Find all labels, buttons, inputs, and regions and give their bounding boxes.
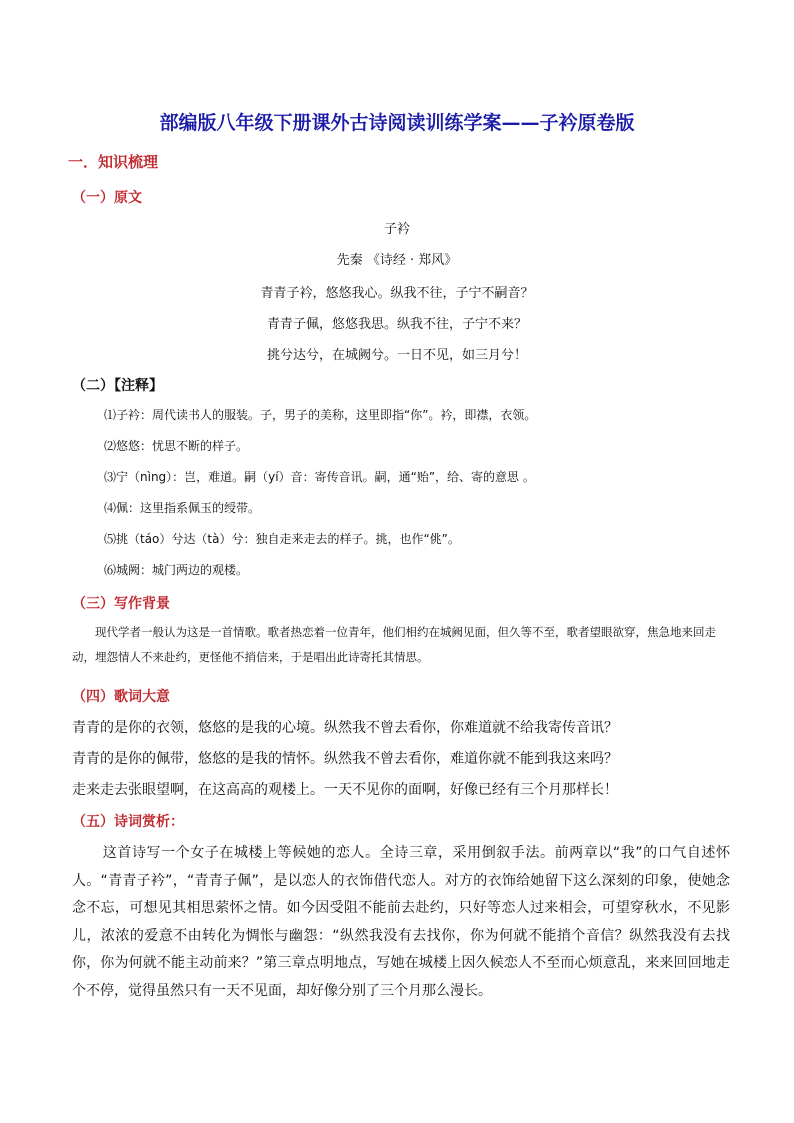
poem-line: 青青子佩，悠悠我思。纵我不往，子宁不来？	[266, 317, 527, 332]
subsection-heading-background: （三）写作背景	[72, 596, 170, 612]
meaning-line: 青青的是你的衣领，悠悠的是我的心境。纵然我不曾去看你，你难道就不给我寄传音讯？	[72, 720, 618, 736]
meaning-line: 走来走去张眼望啊，在这高高的观楼上。一天不见你的面啊，好像已经有三个月那样长！	[72, 782, 618, 798]
subsection-heading-notes: （二）【注释】	[72, 378, 163, 394]
note-item: ⑷佩：这里指系佩玉的绶带。	[104, 501, 261, 515]
note-item: ⑹城阙：城门两边的观楼。	[104, 563, 249, 577]
document-title: 部编版八年级下册课外古诗阅读训练学案——子衿原卷版	[159, 112, 635, 134]
poem-line: 青青子衿，悠悠我心。纵我不往，子宁不嗣音？	[260, 286, 534, 301]
note-item: ⑸挑（táo）兮达（tà）兮：独自走来走去的样子。挑，也作“佻”。	[104, 532, 460, 546]
background-paragraph: 现代学者一般认为这是一首情歌。歌者热恋着一位青年，他们相约在城阙见面，但久等不至，歌者望眼欲穿，焦急地来回走动，埋怨情人不来赴约，更怪他不捎信来，于是唱出此诗寄托其情思。	[72, 625, 716, 664]
note-item: ⑶宁（nìng）：岂，难道。嗣（yí）音：寄传音讯。嗣，通“贻”，给、寄的意思 。	[104, 470, 535, 484]
section-heading-knowledge: 一．知识梳理	[68, 153, 159, 171]
subsection-heading-appreciation: （五）诗词赏析：	[72, 814, 184, 830]
poem-line: 挑兮达兮，在城阙兮。一日不见，如三月兮！	[266, 348, 527, 363]
meaning-line: 青青的是你的佩带，悠悠的是我的情怀。纵然我不曾去看你，难道你就不能到我这来吗？	[72, 751, 618, 767]
note-item: ⑴子衿：周代读书人的服装。子，男子的美称，这里即指“你”。衿，即襟，衣领。	[104, 408, 537, 422]
poem-title: 子衿	[383, 222, 410, 237]
poem-author: 先秦 《诗经 · 郑风》	[336, 253, 458, 268]
subsection-heading-meaning: （四）歌词大意	[72, 689, 170, 705]
appreciation-paragraph: 这首诗写一个女子在城楼上等候她的恋人。全诗三章，采用倒叙手法。前两章以“我”的口气自述怀人。“青青子衿”，“青青子佩”，是以恋人的衣饰借代恋人。对方的衣饰给她留下这么深刻的印象，使她念念不忘，可想见其相思萦怀之情。如今因受阻不能前去赴约，只好等恋人过来相会，可望穿秋水，不见影儿，浓浓的爱意不由转化为惆怅与幽怨：“纵然我没有去找你，你为何就不能捎个音信？纵然我没有去找你，你为何就不能主动前来？”第三章点明地点，写她在城楼上因久候恋人不至而心烦意乱，来来回回地走个不停，觉得虽然只有一天不见面，却好像分别了三个月那么漫长。	[72, 845, 730, 999]
subsection-heading-original: （一）原文	[72, 190, 142, 206]
note-item: ⑵悠悠：忧思不断的样子。	[104, 439, 249, 453]
